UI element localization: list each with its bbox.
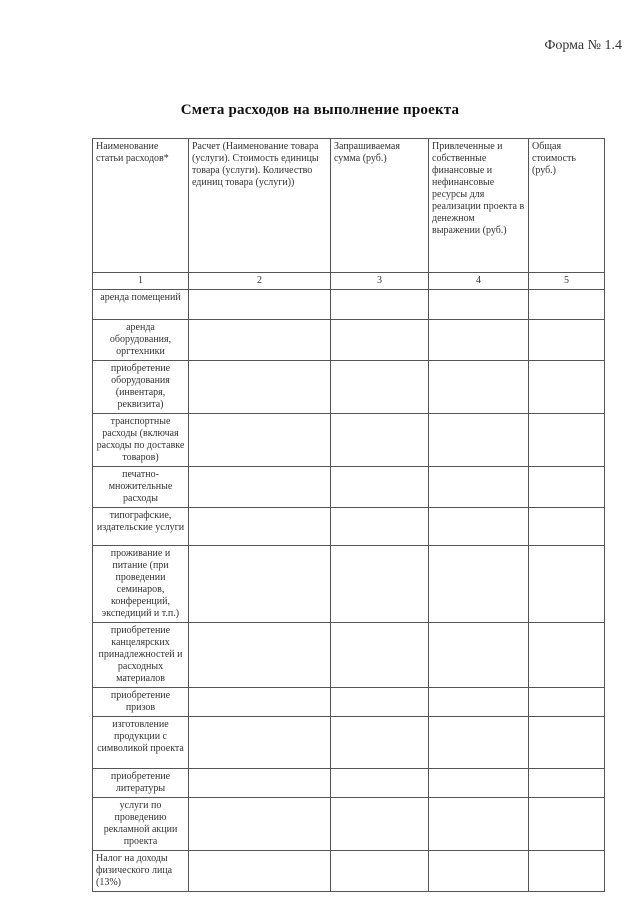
table-row <box>93 798 605 851</box>
expense-item: транспортные расходы (включая расходы по доставке товаров) <box>93 414 189 467</box>
attracted-resources-cell[interactable] <box>429 546 529 623</box>
table-row <box>93 851 605 892</box>
table-row <box>93 290 605 320</box>
requested-sum-cell[interactable] <box>331 508 429 546</box>
table-row <box>93 361 605 414</box>
expense-item: приобретение канцелярских принадлежностей и расходных материалов <box>93 623 189 688</box>
total-cost-cell[interactable] <box>529 851 605 892</box>
requested-sum-cell[interactable] <box>331 414 429 467</box>
attracted-resources-cell[interactable] <box>429 320 529 361</box>
total-cost-cell[interactable] <box>529 361 605 414</box>
expense-item: изготовление продукции с символикой проекта <box>93 717 189 769</box>
expense-item: приобретение призов <box>93 688 189 717</box>
expense-item: услуги по проведению рекламной акции проекта <box>93 798 189 851</box>
total-cost-cell[interactable] <box>529 688 605 717</box>
table-row <box>93 717 605 769</box>
header-attracted-resources: Привлеченные и собственные финансовые и нефинансовые ресурсы для реализации проекта в денежном выражении (руб.) <box>429 139 529 273</box>
attracted-resources-cell[interactable] <box>429 467 529 508</box>
expense-item: аренда оборудования, оргтехники <box>93 320 189 361</box>
form-number: Форма № 1.4 <box>544 38 622 53</box>
attracted-resources-cell[interactable] <box>429 798 529 851</box>
total-cost-cell[interactable] <box>529 798 605 851</box>
calculation-cell[interactable] <box>189 508 331 546</box>
total-cost-cell[interactable] <box>529 717 605 769</box>
header-total-cost: Общая стоимость (руб.) <box>529 139 605 273</box>
document-title: Смета расходов на выполнение проекта <box>180 102 460 118</box>
total-cost-cell[interactable] <box>529 414 605 467</box>
column-number-row <box>93 273 605 290</box>
calculation-cell[interactable] <box>189 688 331 717</box>
requested-sum-cell[interactable] <box>331 769 429 798</box>
budget-table <box>92 138 605 892</box>
total-cost-cell[interactable] <box>529 290 605 320</box>
requested-sum-cell[interactable] <box>331 361 429 414</box>
header-row <box>93 139 605 273</box>
expense-item: приобретение оборудования (инвентаря, реквизита) <box>93 361 189 414</box>
header-item-name: Наименование статьи расходов* <box>93 139 189 273</box>
header-requested-sum: Запрашиваемая сумма (руб.) <box>331 139 429 273</box>
expense-item: приобретение литературы <box>93 769 189 798</box>
total-cost-cell[interactable] <box>529 546 605 623</box>
calculation-cell[interactable] <box>189 361 331 414</box>
expense-item: Налог на доходы физического лица (13%) <box>93 851 189 892</box>
attracted-resources-cell[interactable] <box>429 769 529 798</box>
calculation-cell[interactable] <box>189 320 331 361</box>
table-row <box>93 320 605 361</box>
total-cost-cell[interactable] <box>529 769 605 798</box>
attracted-resources-cell[interactable] <box>429 688 529 717</box>
calculation-cell[interactable] <box>189 467 331 508</box>
table-row <box>93 623 605 688</box>
expense-item: печатно-множительные расходы <box>93 467 189 508</box>
attracted-resources-cell[interactable] <box>429 361 529 414</box>
table-row <box>93 508 605 546</box>
table-row <box>93 769 605 798</box>
total-cost-cell[interactable] <box>529 508 605 546</box>
table-row <box>93 546 605 623</box>
requested-sum-cell[interactable] <box>331 290 429 320</box>
column-number: 3 <box>331 273 429 290</box>
requested-sum-cell[interactable] <box>331 688 429 717</box>
calculation-cell[interactable] <box>189 623 331 688</box>
table-row <box>93 467 605 508</box>
requested-sum-cell[interactable] <box>331 546 429 623</box>
calculation-cell[interactable] <box>189 798 331 851</box>
total-cost-cell[interactable] <box>529 623 605 688</box>
attracted-resources-cell[interactable] <box>429 414 529 467</box>
requested-sum-cell[interactable] <box>331 717 429 769</box>
attracted-resources-cell[interactable] <box>429 508 529 546</box>
header-calculation: Расчет (Наименование товара (услуги). Стоимость единицы товара (услуги). Количество единиц товара (услуги)) <box>189 139 331 273</box>
calculation-cell[interactable] <box>189 851 331 892</box>
column-number: 4 <box>429 273 529 290</box>
column-number: 5 <box>529 273 605 290</box>
attracted-resources-cell[interactable] <box>429 851 529 892</box>
calculation-cell[interactable] <box>189 290 331 320</box>
requested-sum-cell[interactable] <box>331 851 429 892</box>
budget-rows <box>93 290 605 892</box>
expense-item: проживание и питание (при проведении семинаров, конференций, экспедиций и т.п.) <box>93 546 189 623</box>
column-number: 2 <box>189 273 331 290</box>
calculation-cell[interactable] <box>189 546 331 623</box>
attracted-resources-cell[interactable] <box>429 623 529 688</box>
table-row <box>93 414 605 467</box>
calculation-cell[interactable] <box>189 414 331 467</box>
requested-sum-cell[interactable] <box>331 320 429 361</box>
requested-sum-cell[interactable] <box>331 467 429 508</box>
calculation-cell[interactable] <box>189 769 331 798</box>
calculation-cell[interactable] <box>189 717 331 769</box>
requested-sum-cell[interactable] <box>331 798 429 851</box>
column-number: 1 <box>93 273 189 290</box>
expense-item: типографские, издательские услуги <box>93 508 189 546</box>
total-cost-cell[interactable] <box>529 467 605 508</box>
attracted-resources-cell[interactable] <box>429 717 529 769</box>
total-cost-cell[interactable] <box>529 320 605 361</box>
requested-sum-cell[interactable] <box>331 623 429 688</box>
attracted-resources-cell[interactable] <box>429 290 529 320</box>
table-row <box>93 688 605 717</box>
expense-item: аренда помещений <box>93 290 189 320</box>
